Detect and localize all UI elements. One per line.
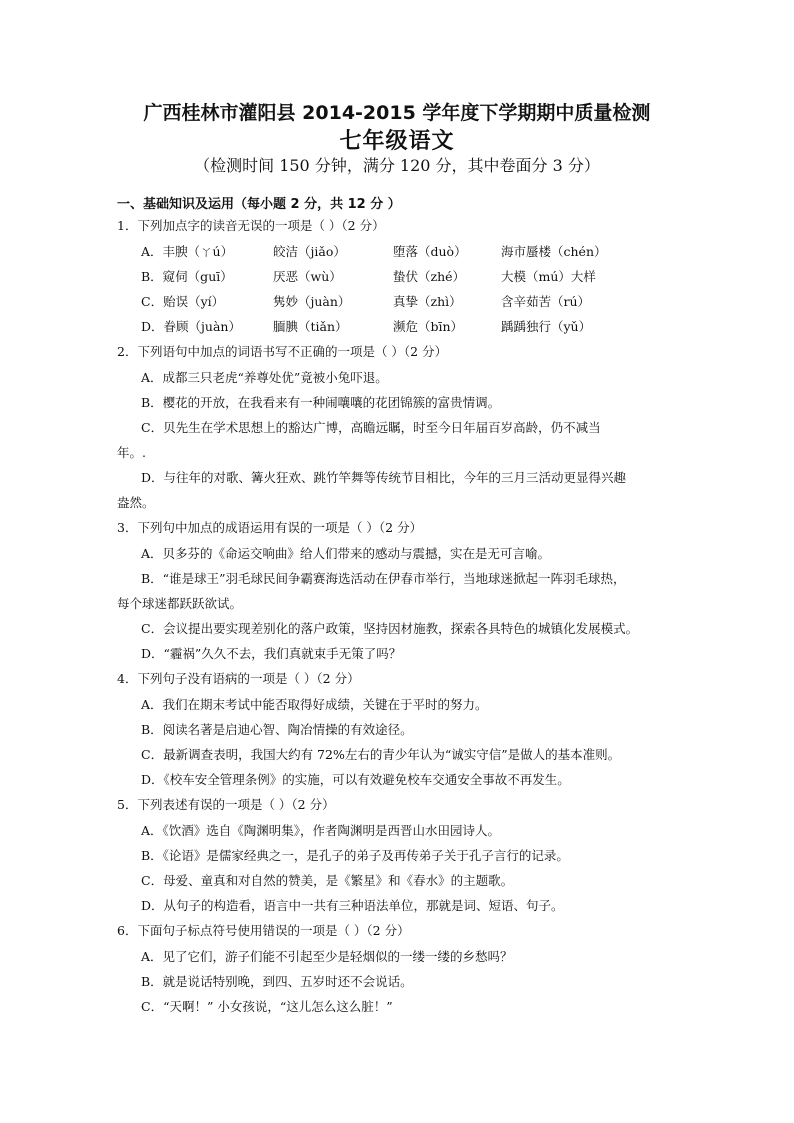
- option-cell: 腼腆（tiǎn）: [273, 319, 348, 334]
- option-cell: 堕落（duò）: [393, 244, 467, 259]
- option-row: [117, 239, 689, 264]
- section-heading: 一、基础知识及运用（每小题 2 分，共 12 分 ）: [117, 197, 401, 212]
- option-d: D．《校车安全管理条例》的实施，可以有效避免校车交通安全事故不再发生。: [141, 772, 570, 787]
- question-stem: 1．下列加点字的读音无误的一项是（ ）（2 分）: [117, 218, 385, 233]
- option-b: B．樱花的开放，在我看来有一种闹嚷嚷的花团锦簇的富贵情调。: [141, 395, 501, 410]
- exam-instructions: （检测时间 150 分钟，满分 120 分，其中卷面分 3 分）: [194, 156, 600, 175]
- option-d-continued: 盎然。: [117, 495, 155, 510]
- option-cell: 濒危（bīn）: [393, 319, 464, 334]
- option-cell: 蛰伏（zhé）: [393, 269, 466, 284]
- option-b: B．阅读名著是启迪心智、陶冶情操的有效途径。: [141, 722, 413, 737]
- option-row: [117, 264, 689, 289]
- option-b: B．就是说话特别晚，到四、五岁时还不会说话。: [141, 974, 413, 989]
- option-cell: 海市蜃楼（chén）: [501, 244, 607, 259]
- option-c: C．会议提出要实现差别化的落户政策，坚持因材施教，探索各具特色的城镇化发展模式。: [141, 621, 639, 636]
- option-cell: A．丰腴（ㄚú）: [141, 244, 234, 259]
- question-stem: 6．下面句子标点符号使用错误的一项是（ ）（2 分）: [117, 923, 410, 938]
- option-c: C．“天啊！” 小女孩说，“这儿怎么这么脏！”: [141, 999, 393, 1014]
- option-a: A．贝多芬的《命运交响曲》给人们带来的感动与震撼，实在是无可言喻。: [141, 546, 551, 561]
- question-stem: 3．下列句中加点的成语运用有误的一项是（ ）（2 分）: [117, 520, 423, 535]
- option-b: B．“谁是球王”羽毛球民间争霸赛海选活动在伊春市举行，当地球迷掀起一阵羽毛球热，: [141, 571, 626, 586]
- option-c: C．最新调查表明，我国大约有 72%左右的青少年认为“诚实守信”是做人的基本准则。: [141, 747, 621, 762]
- option-cell: 厌恶（wù）: [273, 269, 342, 284]
- option-a: A．《饮酒》选自《陶渊明集》，作者陶渊明是西晋山水田园诗人。: [141, 823, 501, 838]
- option-c: C．母爱、童真和对自然的赞美，是《繁星》和《春水》的主题歌。: [141, 873, 514, 888]
- option-cell: 大模（mú）大样: [501, 269, 596, 284]
- question-stem: 4．下列句子没有语病的一项是（ ）（2 分）: [117, 671, 360, 686]
- option-d: D．从句子的构造看，语言中一共有三种语法单位，那就是词、短语、句子。: [141, 898, 564, 913]
- option-cell: 含辛茹苦（rú）: [501, 294, 591, 309]
- question-stem: 2．下列语句中加点的词语书写不正确的一项是（ ）（2 分）: [117, 344, 448, 359]
- option-cell: 隽妙（juàn）: [273, 294, 351, 309]
- option-b: B．《论语》是儒家经典之一，是孔子的弟子及再传弟子关于孔子言行的记录。: [141, 848, 569, 863]
- option-d: D．“霾祸”久久不去，我们真就束手无策了吗？: [141, 646, 402, 661]
- question-stem: 5．下列表述有误的一项是（ ）（2 分）: [117, 797, 335, 812]
- option-a: A．我们在期末考试中能否取得好成绩，关键在于平时的努力。: [141, 697, 488, 712]
- exam-title: 广西桂林市灌阳县 2014-2015 学年度下学期期中质量检测: [143, 102, 651, 124]
- option-d: D．与往年的对歌、篝火狂欢、跳竹竿舞等传统节目相比，今年的三月三活动更显得兴趣: [141, 470, 627, 485]
- option-cell: 踽踽独行（yǔ）: [501, 319, 592, 334]
- option-a: A．成都三只老虎“养尊处优”竟被小兔吓退。: [141, 370, 388, 385]
- exam-grade-subject: 七年级语文: [339, 128, 455, 154]
- option-b-continued: 每个球迷都跃跃欲试。: [117, 596, 243, 611]
- option-cell: D．眷顾（juàn）: [141, 319, 241, 334]
- option-cell: 皎洁（jiǎo）: [273, 244, 346, 259]
- questions-body: [117, 213, 689, 1019]
- option-row: [117, 314, 689, 339]
- option-row: [117, 289, 689, 314]
- option-cell: C．贻误（yí）: [141, 294, 225, 309]
- option-c-continued: 年。.: [117, 445, 146, 460]
- option-cell: 真挚（zhì）: [393, 294, 462, 309]
- option-c: C．贝先生在学术思想上的豁达广博，高瞻远瞩，时至今日年届百岁高龄，仍不减当: [141, 420, 601, 435]
- option-a: A．见了它们，游子们能不引起至少是轻烟似的一缕一缕的乡愁吗？: [141, 949, 513, 964]
- option-cell: B．窥伺（guī）: [141, 269, 233, 284]
